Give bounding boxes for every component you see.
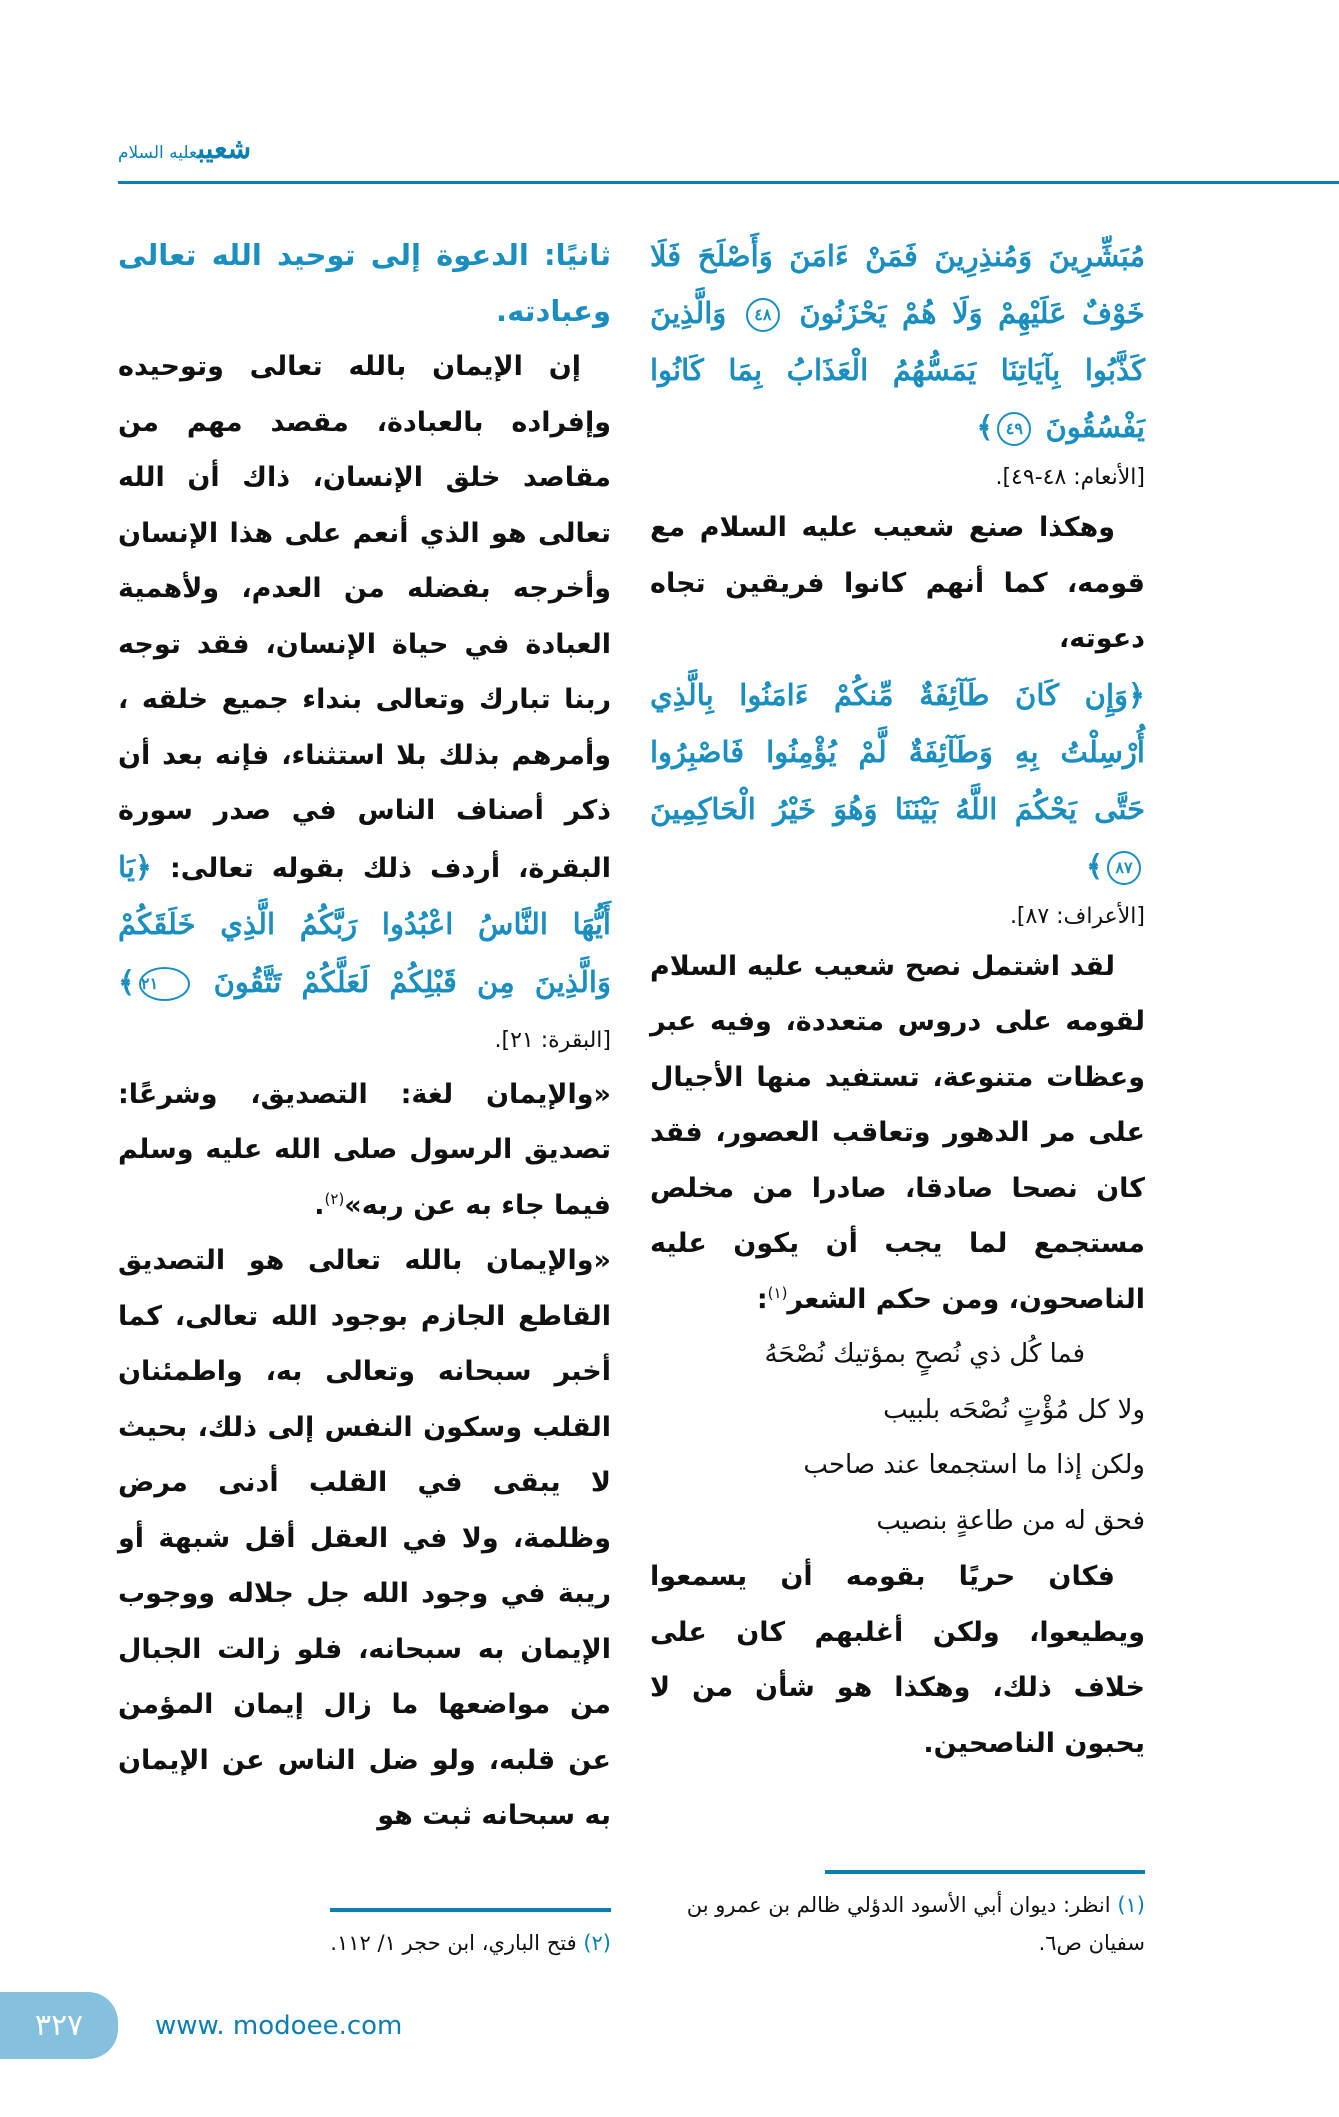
page-footer: [0, 1992, 1339, 2059]
quran-reference: [الأعراف: ٨٧].: [1009, 903, 1145, 929]
header-subtitle: عليه السلام: [118, 143, 198, 163]
website-link[interactable]: www. modoee.com: [155, 2010, 403, 2041]
poetry-verse: [650, 1327, 1145, 1549]
paragraph: إن الإيمان بالله تعالى وتوحيده وإفراده بالعبادة، مقصد مهم من مقاصد خلق الإنسان، ذاك أن الله تعالى هو الذي أنعم على هذا الإنسان وأخرجه بفضله من العدم، ولأهمية العبادة في حياة الإنسان، فقد توجه ربنا تبارك وتعالى بنداء جميع خلقه ، وأمرهم بذلك بلا استثناء، فإنه بعد أن ذكر أصناف الناس في صدر سورة البقرة، أردف ذلك بقوله تعالى: ﴿يَا أَيُّهَا النَّاسُ اعْبُدُوا رَبَّكُمُ الَّذِي خَلَقَكُمْ وَالَّذِينَ مِن قَبْلِكُمْ لَعَلَّكُمْ تَتَّقُونَ ٢١﴾ [البقرة: ٢١].: [118, 351, 611, 1053]
left-footnotes: [118, 1844, 611, 1962]
footnote-text: انظر: ديوان أبي الأسود الدؤلي ظالم بن عمرو بن سفيان ص٦.: [686, 1892, 1145, 1955]
footnote-rule: [330, 1908, 611, 1912]
left-column-body: [118, 228, 611, 1844]
right-column-body: [650, 228, 1145, 1771]
paragraph: [650, 939, 1145, 1328]
footnote-2: [118, 1924, 611, 1962]
section-heading: ثانيًا: الدعوة إلى توحيد الله تعالى وعبادته.: [118, 238, 611, 328]
ayah-number: ٤٨: [746, 298, 780, 332]
right-column: [650, 228, 1145, 1962]
footnote-number: (١): [1117, 1892, 1145, 1917]
left-column: [118, 228, 611, 1962]
ayah-number: ٤٩: [997, 412, 1031, 446]
paragraph: «والإيمان بالله تعالى هو التصديق القاطع الجازم بوجود الله تعالى، كما أخبر سبحانه وتعالى به، واطمئنان القلب وسكون النفس إلى ذلك، بحيث لا يبقى في القلب أدنى مرض وظلمة، ولا في العقل أقل شبهة أو ريبة في وجود الله جل جلاله ووجوب الإيمان به سبحانه، فلو زالت الجبال من مواضعها ما زال إيمان المؤمن عن قلبه، ولو ضل الناس عن الإيمان به سبحانه ثبت هو: [118, 1245, 611, 1831]
quran-reference: [الأنعام: ٤٨-٤٩].: [995, 465, 1145, 490]
page-body: [118, 0, 1145, 1962]
paragraph: وهكذا صنع شعيب عليه السلام مع قومه، كما أنهم كانوا فريقين تجاه دعوته،: [650, 512, 1145, 654]
footnote-text: فتح الباري، ابن حجر ١/ ١١٢.: [330, 1930, 577, 1955]
footnote-1: [650, 1886, 1145, 1962]
header-title: شعيب: [197, 132, 252, 165]
verse-line: ولا كل مُؤْتٍ نُصْحَه بلبيب: [883, 1394, 1145, 1425]
paragraph-text: إن الإيمان بالله تعالى وتوحيده وإفراده بالعبادة، مقصد مهم من مقاصد خلق الإنسان، ذاك أن الله تعالى هو الذي أنعم على هذا الإنسان وأخرجه بفضله من العدم، ولأهمية العبادة في حياة الإنسان، فقد توجه ربنا تبارك وتعالى بنداء جميع خلقه ، وأمرهم بذلك بلا استثناء، فإنه بعد أن ذكر أصناف الناس في صدر سورة البقرة، أردف ذلك بقوله تعالى:: [118, 351, 611, 884]
quran-passage-araf: ﴿وَإِن كَانَ طَآئِفَةٌ مِّنكُمْ ءَامَنُوا بِالَّذِي أُرْسِلْتُ بِهِ وَطَآئِفَةٌ لَّمْ يُؤْمِنُوا فَاصْبِرُوا حَتَّى يَحْكُمَ اللَّهُ بَيْنَنَا وَهُوَ خَيْرُ الْحَاكِمِينَ ٨٧﴾: [650, 677, 1145, 883]
right-footnotes: [650, 1846, 1145, 1962]
ayah-number: ٨٧: [1107, 851, 1141, 885]
paragraph-text: «والإيمان لغة: التصديق، وشرعًا: تصديق الرسول صلى الله عليه وسلم فيما جاء به عن ربه»: [118, 1078, 611, 1221]
quran-text: وَالَّذِينَ كَذَّبُوا بِآيَاتِنَا يَمَسُّهُمُ الْعَذَابُ بِمَا كَانُوا يَفْسُقُونَ: [650, 296, 1145, 444]
quran-text: ﴿يَا أَيُّهَا النَّاسُ اعْبُدُوا رَبَّكُمُ الَّذِي خَلَقَكُمْ وَالَّذِينَ مِن قَبْلِكُمْ لَعَلَّكُمْ تَتَّقُونَ: [118, 849, 611, 999]
colon: :: [756, 1283, 768, 1315]
quran-text: مُبَشِّرِينَ وَمُنذِرِينَ فَمَنْ ءَامَنَ وَأَصْلَحَ فَلَا خَوْفٌ عَلَيْهِمْ وَلَا هُمْ يَحْزَنُونَ: [650, 239, 1145, 330]
page-number: ٣٢٧: [0, 1992, 118, 2059]
quran-reference: [البقرة: ٢١].: [494, 1028, 611, 1053]
verse-line: فحق له من طاعةٍ بنصيب: [876, 1505, 1145, 1536]
verse-line: فما كُل ذي نُصحٍ بمؤتيك نُصْحَهُ: [764, 1339, 1085, 1369]
footnote-marker: (١): [767, 1283, 788, 1302]
paragraph-text: لقد اشتمل نصح شعيب عليه السلام لقومه على دروس متعددة، وفيه عبر وعظات متنوعة، تستفيد منها الأجيال على مر الدهور وتعاقب العصور، فقد كان نصحا صادقا، صادرا من مخلص مستجمع لما يجب أن يكون عليه الناصحون، ومن حكم الشعر: [650, 950, 1145, 1315]
footnote-rule: [825, 1870, 1145, 1874]
footnote-marker: (٢): [324, 1189, 345, 1208]
verse-line: ولكن إذا ما استجمعا عند صاحب: [803, 1450, 1145, 1480]
paragraph: فكان حريًا بقومه أن يسمعوا ويطيعوا، ولكن أغلبهم كان على خلاف ذلك، وهكذا هو شأن من لا يحبون الناصحين.: [650, 1561, 1145, 1759]
paragraph: «والإيمان لغة: التصديق، وشرعًا: تصديق الرسول صلى الله عليه وسلم فيما جاء به عن ربه»$^{(٢)}$.: [118, 1078, 611, 1221]
quran-text: ﴿وَإِن كَانَ طَآئِفَةٌ مِّنكُمْ ءَامَنُوا بِالَّذِي أُرْسِلْتُ بِهِ وَطَآئِفَةٌ لَّمْ يُؤْمِنُوا فَاصْبِرُوا حَتَّى يَحْكُمَ اللَّهُ بَيْنَنَا وَهُوَ خَيْرُ الْحَاكِمِينَ: [650, 677, 1145, 826]
quran-passage-anam: مُبَشِّرِينَ وَمُنذِرِينَ فَمَنْ ءَامَنَ وَأَصْلَحَ فَلَا خَوْفٌ عَلَيْهِمْ وَلَا هُمْ يَحْزَنُونَ ٤٨ وَالَّذِينَ كَذَّبُوا بِآيَاتِنَا يَمَسُّهُمُ الْعَذَابُ بِمَا كَانُوا يَفْسُقُونَ ٤٩﴾: [650, 239, 1145, 444]
footnote-number: (٢): [583, 1930, 611, 1955]
ayah-number: ٢١: [139, 967, 190, 1001]
